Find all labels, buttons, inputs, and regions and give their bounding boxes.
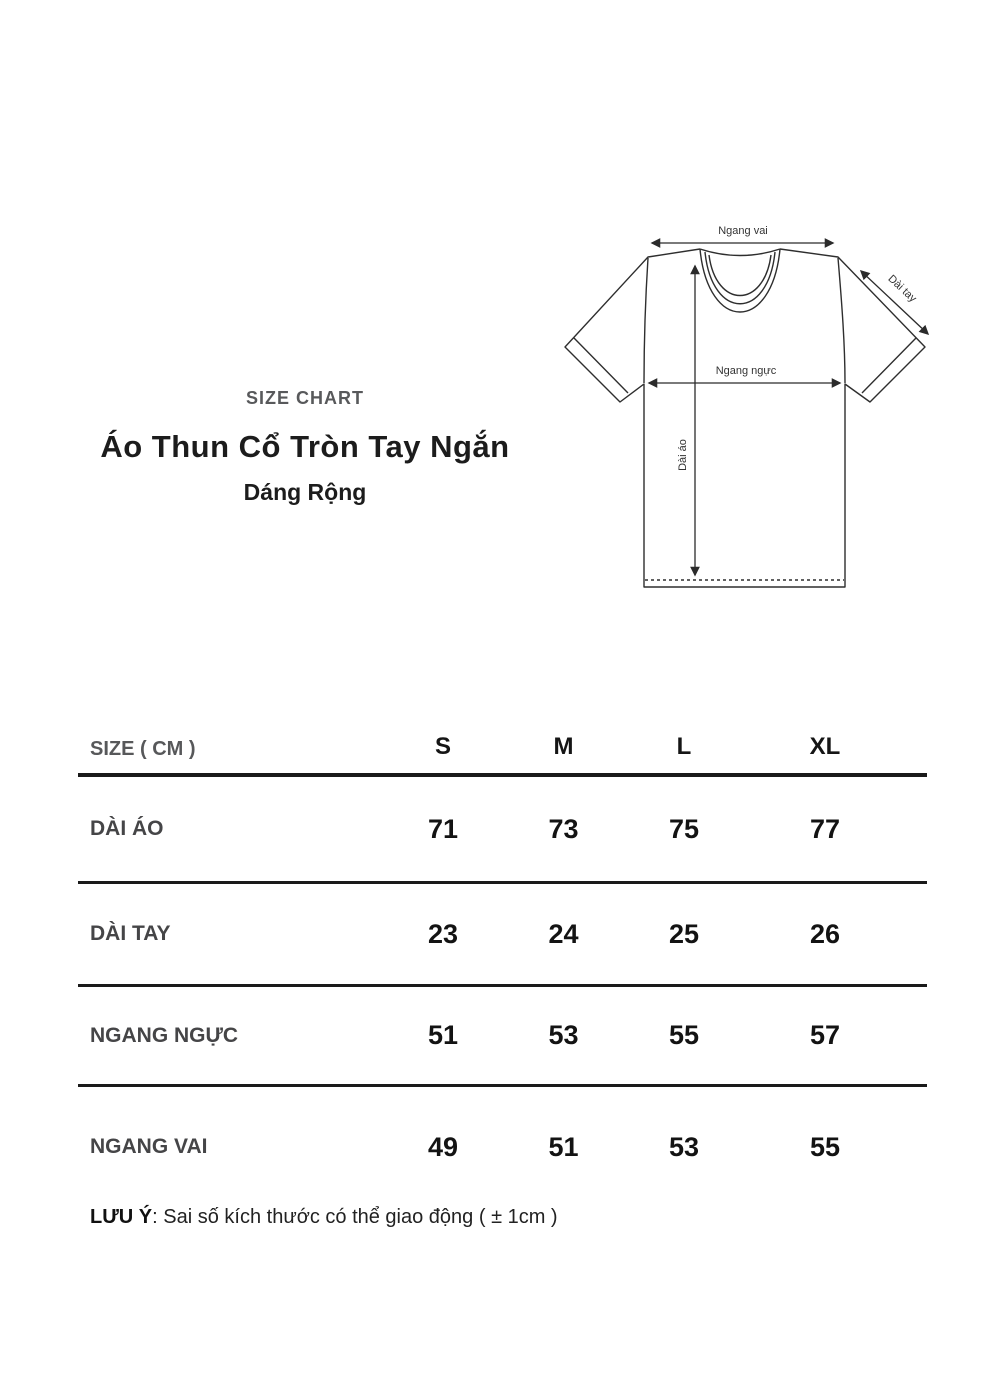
cell-value: 57 (809, 1020, 841, 1050)
tolerance-note-text: : Sai số kích thước có thể giao động ( ± 1cm ) (152, 1206, 558, 1228)
tolerance-note (90, 1206, 558, 1229)
product-title: Áo Thun Cổ Tròn Tay Ngắn (100, 429, 510, 464)
cell-value: 71 (427, 813, 459, 844)
cell-value: 77 (809, 813, 841, 844)
size-table-header-row (78, 718, 927, 777)
size-col-xl: XL (809, 733, 841, 760)
cell-value: 25 (668, 918, 700, 949)
cell-value: 55 (809, 1131, 841, 1162)
tshirt-diagram-svg (560, 205, 940, 615)
row-label: DÀI TAY (90, 922, 171, 945)
product-fit-subtitle: Dáng Rộng (243, 479, 367, 505)
size-col-s: S (434, 733, 451, 760)
cell-value: 23 (427, 918, 459, 949)
size-unit-header: SIZE ( CM ) (90, 738, 196, 760)
size-chart-eyebrow: SIZE CHART (246, 388, 364, 408)
row-label: NGANG NGỰC (90, 1023, 239, 1047)
size-table (78, 718, 927, 1207)
cell-value: 51 (427, 1020, 459, 1050)
tolerance-note-prefix: LƯU Ý (90, 1206, 153, 1228)
sleeve-length-label: Dài tay (885, 272, 919, 305)
tshirt-outline (565, 249, 925, 587)
cell-value: 51 (548, 1131, 579, 1162)
size-col-m: M (553, 733, 574, 760)
size-col-l: L (676, 733, 692, 760)
cell-value: 75 (668, 813, 700, 844)
table-row-ngang-vai (78, 1087, 927, 1207)
cell-value: 53 (548, 1020, 579, 1050)
shoulder-width-label: Ngang vai (718, 225, 768, 237)
cell-value: 26 (809, 918, 841, 949)
cell-value: 49 (427, 1131, 459, 1162)
cell-value: 53 (668, 1131, 700, 1162)
cell-value: 73 (548, 813, 579, 844)
table-row-dai-ao (78, 777, 927, 884)
cell-value: 24 (548, 918, 579, 949)
chest-width-label: Ngang ngực (715, 365, 777, 377)
table-row-dai-tay (78, 884, 927, 987)
tshirt-measurement-diagram (560, 205, 940, 615)
measurement-arrows (649, 225, 928, 575)
cell-value: 55 (668, 1020, 700, 1050)
table-row-ngang-nguc (78, 987, 927, 1087)
row-label: DÀI ÁO (90, 817, 164, 840)
title-block (40, 388, 570, 506)
shirt-length-label: Dài áo (677, 439, 689, 471)
row-label: NGANG VAI (90, 1135, 208, 1158)
